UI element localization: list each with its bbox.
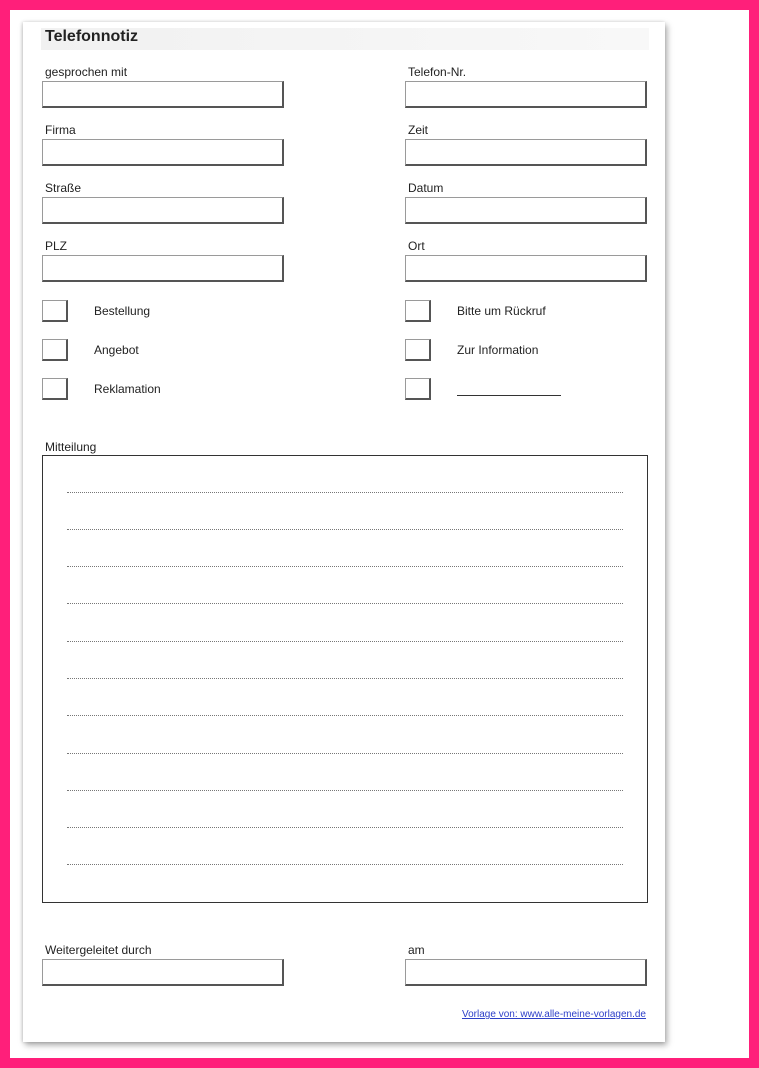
message-line: [67, 864, 623, 865]
callback-checkbox[interactable]: [405, 300, 431, 322]
company-label: Firma: [45, 123, 76, 137]
other-checkbox[interactable]: [405, 378, 431, 400]
date-label: Datum: [408, 181, 444, 195]
message-label: Mitteilung: [45, 440, 97, 454]
phone-label: Telefon-Nr.: [408, 65, 467, 79]
order-checkbox[interactable]: [42, 300, 68, 322]
message-line: [67, 715, 623, 716]
message-line: [67, 566, 623, 567]
message-line: [67, 529, 623, 530]
message-line: [67, 641, 623, 642]
callback-label: Bitte um Rückruf: [457, 304, 546, 318]
offer-label: Angebot: [94, 343, 139, 357]
message-line: [67, 753, 623, 754]
city-field[interactable]: [405, 255, 647, 282]
company-field[interactable]: [42, 139, 284, 166]
complaint-label: Reklamation: [94, 382, 161, 396]
on-date-label: am: [408, 943, 425, 957]
forwarded-by-label: Weitergeleitet durch: [45, 943, 152, 957]
on-date-field[interactable]: [405, 959, 647, 986]
complaint-checkbox[interactable]: [42, 378, 68, 400]
street-label: Straße: [45, 181, 82, 195]
zip-field[interactable]: [42, 255, 284, 282]
street-field[interactable]: [42, 197, 284, 224]
message-line: [67, 790, 623, 791]
form-title: Telefonnotiz: [45, 28, 139, 45]
template-credit-link[interactable]: Vorlage von: www.alle-meine-vorlagen.de: [462, 1009, 646, 1020]
information-label: Zur Information: [457, 343, 539, 357]
spoken-with-field[interactable]: [42, 81, 284, 108]
date-field[interactable]: [405, 197, 647, 224]
phone-field[interactable]: [405, 81, 647, 108]
zip-label: PLZ: [45, 239, 68, 253]
time-field[interactable]: [405, 139, 647, 166]
order-label: Bestellung: [94, 304, 151, 318]
forwarded-by-field[interactable]: [42, 959, 284, 986]
information-checkbox[interactable]: [405, 339, 431, 361]
message-box[interactable]: [42, 455, 648, 903]
form-sheet: [23, 22, 665, 1042]
message-line: [67, 827, 623, 828]
other-blank-line[interactable]: [457, 395, 561, 396]
offer-checkbox[interactable]: [42, 339, 68, 361]
message-line: [67, 492, 623, 493]
message-line: [67, 603, 623, 604]
message-line: [67, 678, 623, 679]
city-label: Ort: [408, 239, 425, 253]
spoken-with-label: gesprochen mit: [45, 65, 128, 79]
time-label: Zeit: [408, 123, 429, 137]
